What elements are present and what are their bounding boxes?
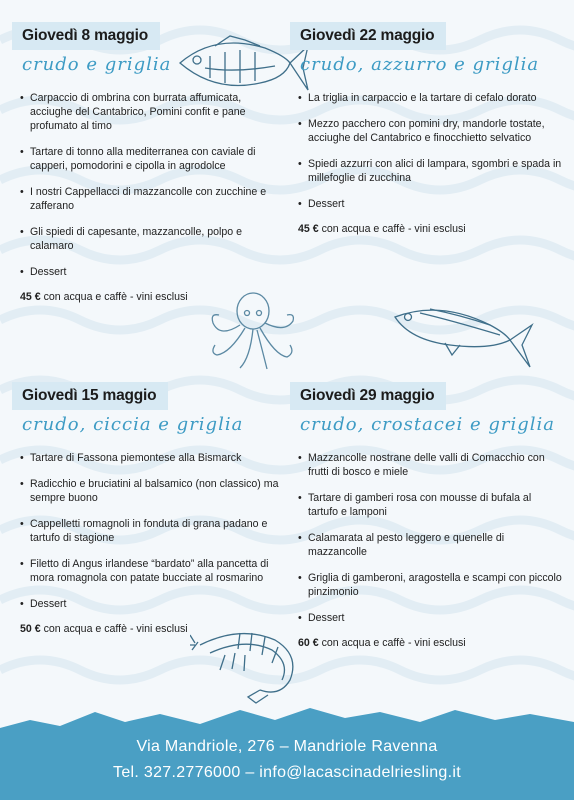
menu-item: • Dessert xyxy=(20,265,284,279)
menu-item: • Tartare di Fassona piemontese alla Bismarck xyxy=(20,451,284,465)
menu-item: • Dessert xyxy=(298,611,562,625)
price-value: 50 € xyxy=(20,623,41,635)
price-line xyxy=(20,291,284,303)
mackerel-illustration xyxy=(390,295,535,375)
menu-item: • La triglia in carpaccio e la tartare di cefalo dorato xyxy=(298,91,562,105)
section-subtitle: crudo, crostacei e griglia xyxy=(300,414,556,435)
footer-contact: Tel. 327.2776000 – info@lacascinadelriesling.it xyxy=(113,764,461,781)
menu-list xyxy=(298,91,562,211)
price-note: con acqua e caffè - vini esclusi xyxy=(40,623,188,635)
price-note: con acqua e caffè - vini esclusi xyxy=(318,637,466,649)
menu-section-may-22 xyxy=(290,22,562,235)
footer-address: Via Mandriole, 276 – Mandriole Ravenna xyxy=(136,738,438,755)
menu-item: • Calamarata al pesto leggero e quenelle di mazzancolle xyxy=(298,531,562,559)
menu-item: • Carpaccio di ombrina con burrata affumicata, acciughe del Cantabrico, Pomini confit e pane profumato al timo xyxy=(20,91,284,133)
menu-section-may-15 xyxy=(12,382,284,635)
menu-list xyxy=(20,451,284,611)
menu-item: • Mezzo pacchero con pomini dry, mandorle tostate, acciughe del Cantabrico e finocchietto selvatico xyxy=(298,117,562,145)
price-note: con acqua e caffè - vini esclusi xyxy=(318,223,466,235)
section-date: Giovedì 8 maggio xyxy=(12,22,160,50)
menu-section-may-8 xyxy=(12,22,284,303)
section-subtitle: crudo, ciccia e griglia xyxy=(22,414,244,435)
menu-item: • Filetto di Angus irlandese “bardato” alla pancetta di mora romagnola con patate bucciate al rosmarino xyxy=(20,557,284,585)
menu-item: • Gli spiedi di capesante, mazzancolle, polpo e calamaro xyxy=(20,225,284,253)
price-note: con acqua e caffè - vini esclusi xyxy=(40,291,188,303)
menu-item: • Griglia di gamberoni, aragostella e scampi con piccolo pinzimonio xyxy=(298,571,562,599)
price-line xyxy=(298,637,562,649)
price-value: 45 € xyxy=(298,223,319,235)
section-date: Giovedì 29 maggio xyxy=(290,382,446,410)
menu-item: • Cappelletti romagnoli in fonduta di grana padano e tartufo di stagione xyxy=(20,517,284,545)
menu-item: • Radicchio e bruciatini al balsamico (non classico) ma sempre buono xyxy=(20,477,284,505)
menu-list xyxy=(20,91,284,279)
section-date: Giovedì 22 maggio xyxy=(290,22,446,50)
section-subtitle: crudo e griglia xyxy=(22,54,172,75)
price-value: 60 € xyxy=(298,637,319,649)
section-date: Giovedì 15 maggio xyxy=(12,382,168,410)
menu-item: • Spiedi azzurri con alici di lampara, sgombri e spada in millefoglie di zucchina xyxy=(298,157,562,185)
menu-list xyxy=(298,451,562,625)
menu-item: • Tartare di gamberi rosa con mousse di bufala al tartufo e lamponi xyxy=(298,491,562,519)
price-value: 45 € xyxy=(20,291,41,303)
menu-section-may-29 xyxy=(290,382,562,649)
menu-item: • Dessert xyxy=(20,597,284,611)
price-line xyxy=(298,223,562,235)
menu-item: • Dessert xyxy=(298,197,562,211)
section-subtitle: crudo, azzurro e griglia xyxy=(300,54,540,75)
menu-item: • I nostri Cappellacci di mazzancolle con zucchine e zafferano xyxy=(20,185,284,213)
menu-item: • Tartare di tonno alla mediterranea con caviale di capperi, pomodorini e cipolla in agrodolce xyxy=(20,145,284,173)
price-line xyxy=(20,623,284,635)
menu-item: • Mazzancolle nostrane delle valli di Comacchio con frutti di bosco e miele xyxy=(298,451,562,479)
